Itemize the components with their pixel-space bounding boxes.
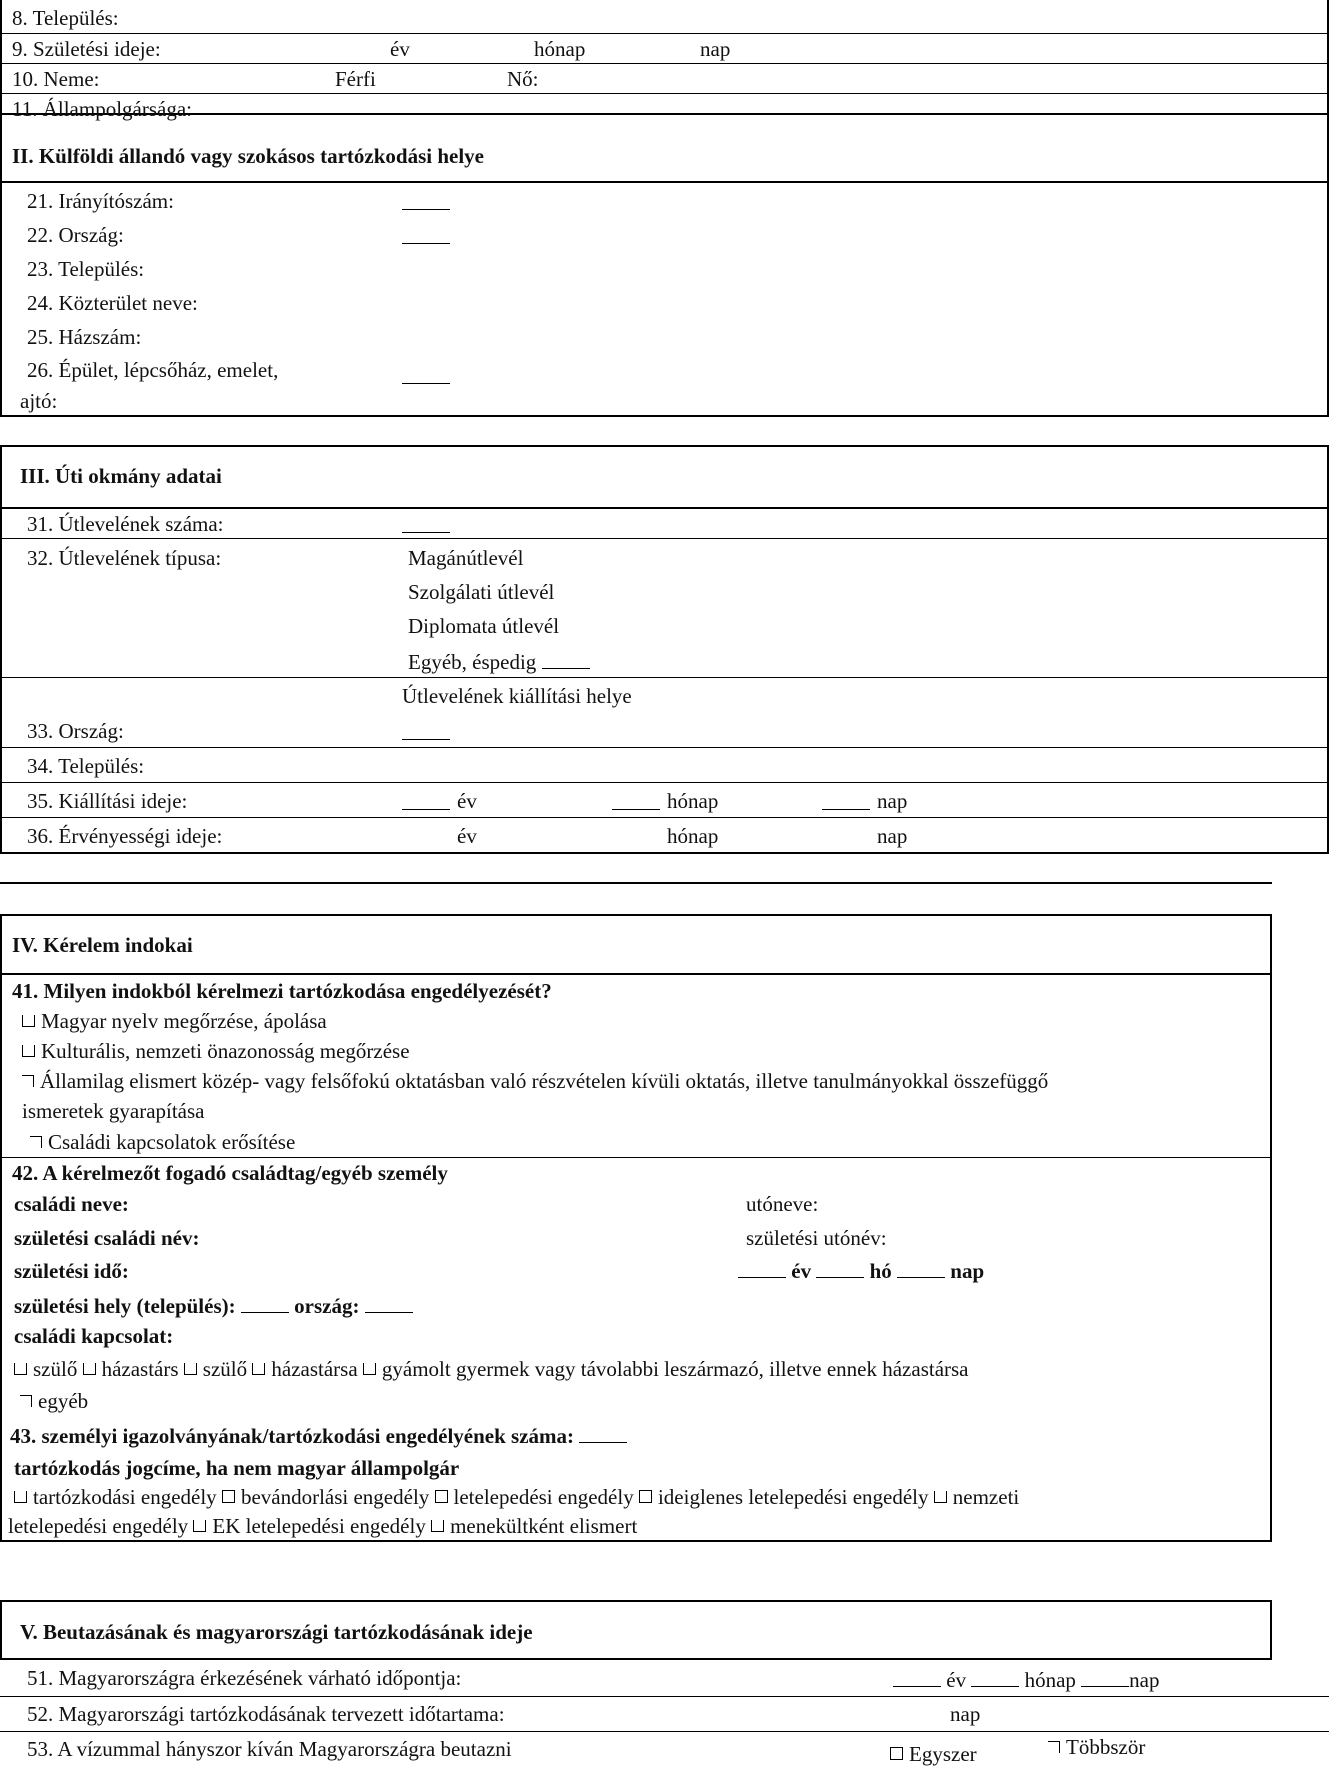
field-neme: 10. Neme: <box>12 67 100 91</box>
field-orszag-3: 33. Ország: <box>27 719 124 743</box>
option-letelepedesi: letelepedési engedély <box>453 1485 634 1509</box>
place-header: Útlevelének kiállítási helye <box>402 684 632 708</box>
relation-options <box>14 1359 969 1380</box>
option-tartozkodasi: tartózkodási engedély <box>33 1485 217 1509</box>
birth-place-row <box>14 1294 413 1317</box>
label-honap: hónap <box>1024 1668 1076 1692</box>
label-ev: év <box>390 37 410 61</box>
row-divider <box>0 63 1329 64</box>
input-ho[interactable] <box>816 1259 864 1278</box>
field-telepules-3: 34. Település: <box>27 754 145 778</box>
option-csaladi[interactable] <box>30 1132 295 1153</box>
label-nap: nap <box>877 789 908 813</box>
label-szuletesi-ido: születési idő: <box>14 1259 129 1283</box>
checkbox-icon[interactable] <box>252 1363 265 1375</box>
section-1-box <box>0 0 1329 115</box>
label-szuletesi-utonev: születési utónév: <box>746 1226 887 1250</box>
label-csaladi-neve: családi neve: <box>14 1192 129 1216</box>
input-nap[interactable] <box>897 1259 945 1278</box>
option-magyar-nyelv[interactable] <box>22 1011 327 1032</box>
arrival-date-fields <box>893 1668 1159 1691</box>
question-41: 41. Milyen indokból kérelmezi tartózkodása engedélyezését? <box>12 979 552 1003</box>
option-ideiglenes: ideiglenes letelepedési engedély <box>657 1485 929 1509</box>
row-divider <box>0 33 1329 34</box>
checkbox-icon[interactable] <box>435 1490 448 1503</box>
option-egyeb-label: Egyéb, éspedig <box>408 650 537 674</box>
option-diplomata[interactable]: Diplomata útlevél <box>408 614 560 638</box>
label-ev: év <box>946 1668 967 1692</box>
label-ev: év <box>457 824 477 848</box>
label-jogcim: tartózkodás jogcíme, ha nem magyar állampolgár <box>14 1456 460 1480</box>
checkbox-icon[interactable] <box>184 1363 197 1375</box>
checkbox-icon[interactable] <box>83 1363 96 1375</box>
field-utlevel-szama: 31. Útlevelének száma: <box>27 512 224 536</box>
option-label: Kulturális, nemzeti önazonosság megőrzése <box>41 1039 410 1063</box>
section-5-title: V. Beutazásának és magyarországi tartózkodásának ideje <box>20 1620 533 1644</box>
option-ferfi[interactable]: Férfi <box>335 67 376 91</box>
option-gyamolt: gyámolt gyermek vagy távolabbi leszármazó, illetve ennek házastársa <box>381 1357 969 1381</box>
label-ho: hó <box>869 1259 892 1283</box>
input-iranyitoszam[interactable] <box>402 191 450 214</box>
checkbox-icon <box>22 1075 34 1087</box>
question-42: 42. A kérelmezőt fogadó családtag/egyéb személy <box>12 1161 448 1185</box>
checkbox-icon[interactable] <box>222 1490 235 1503</box>
checkbox-icon[interactable] <box>934 1491 947 1503</box>
question-43: 43. személyi igazolványának/tartózkodási engedélyének száma: <box>10 1424 575 1448</box>
question-43-row <box>10 1424 627 1447</box>
label-orszag: ország: <box>294 1294 360 1318</box>
option-ek: EK letelepedési engedély <box>212 1514 426 1538</box>
checkbox-icon <box>20 1395 32 1407</box>
option-hazastars: házastárs <box>101 1357 179 1381</box>
option-szulo-2: szülő <box>202 1357 248 1381</box>
row-divider <box>0 1696 1329 1697</box>
input-orszag[interactable] <box>365 1294 413 1313</box>
checkbox-icon[interactable] <box>363 1363 376 1375</box>
field-utlevel-tipusa: 32. Útlevelének típusa: <box>27 546 222 570</box>
input-kiallitas-honap[interactable] <box>612 791 660 814</box>
input-utlevel-szama[interactable] <box>402 514 450 537</box>
field-telepules: 8. Település: <box>12 6 119 30</box>
row-divider <box>0 747 1329 748</box>
input-orszag[interactable] <box>402 225 450 248</box>
birth-date-fields <box>738 1259 984 1282</box>
checkbox-icon <box>890 1747 903 1760</box>
label-szuletesi-hely: születési hely (település): <box>14 1294 236 1318</box>
input-epulet[interactable] <box>402 365 450 388</box>
jogcim-options <box>14 1487 1019 1508</box>
field-szuletesi-ideje: 9. Születési ideje: <box>12 37 161 61</box>
checkbox-icon <box>22 1045 35 1057</box>
row-divider <box>0 1157 1272 1158</box>
option-label: Egyszer <box>909 1742 977 1766</box>
input-egyeb[interactable] <box>542 650 590 669</box>
section-2-title: II. Külföldi állandó vagy szokásos tartózkodási helye <box>12 144 484 168</box>
field-iranyitoszam: 21. Irányítószám: <box>27 189 174 213</box>
field-erkezes: 51. Magyarországra érkezésének várható időpontja: <box>27 1666 462 1690</box>
checkbox-icon[interactable] <box>639 1490 652 1503</box>
section-4-title: IV. Kérelem indokai <box>12 933 193 957</box>
field-kiallitasi-ideje: 35. Kiállítási ideje: <box>27 789 188 813</box>
checkbox-icon[interactable] <box>14 1363 27 1375</box>
input-igazolvany-szama[interactable] <box>579 1424 627 1443</box>
input-ev[interactable] <box>893 1668 941 1687</box>
input-kiallitas-nap[interactable] <box>822 791 870 814</box>
label-honap: hónap <box>667 789 719 813</box>
checkbox-icon <box>1048 1741 1060 1753</box>
option-egyeb-rel[interactable] <box>20 1391 88 1412</box>
row-divider <box>0 538 1329 539</box>
field-kozterulet: 24. Közterület neve: <box>27 291 198 315</box>
label-nap: nap <box>1129 1668 1160 1692</box>
option-no[interactable]: Nő: <box>507 67 539 91</box>
row-divider <box>0 93 1329 94</box>
option-bevandorlasi: bevándorlási engedély <box>240 1485 430 1509</box>
field-epulet: 26. Épület, lépcsőház, emelet, <box>27 358 279 382</box>
option-label: Magyar nyelv megőrzése, ápolása <box>41 1009 327 1033</box>
label-csaladi-kapcsolat: családi kapcsolat: <box>14 1324 174 1348</box>
label-ev: év <box>457 789 477 813</box>
field-telepules-2: 23. Település: <box>27 257 145 281</box>
label-nap: nap <box>950 1259 985 1283</box>
checkbox-icon[interactable] <box>14 1491 27 1503</box>
option-nemzeti: nemzeti <box>952 1485 1020 1509</box>
option-maganutlevel[interactable]: Magánútlevél <box>408 546 524 570</box>
row-divider <box>0 782 1329 783</box>
field-idotartam: 52. Magyarországi tartózkodásának tervezett időtartama: <box>27 1702 505 1726</box>
option-menekult: menekültként elismert <box>450 1514 638 1538</box>
row-divider <box>0 817 1329 818</box>
jogcim-options-2 <box>8 1516 637 1537</box>
option-oktatas-cont: ismeretek gyarapítása <box>22 1099 205 1123</box>
option-label: Államilag elismert közép- vagy felsőfokú oktatásban való részvételen kívüli oktatás, illetve tanulmányokkal összefüggő <box>40 1069 1049 1093</box>
option-hazastarsa: házastársa <box>271 1357 358 1381</box>
input-nap[interactable] <box>1081 1668 1129 1687</box>
field-allampolgarsag: 11. Állampolgársága: <box>12 97 193 121</box>
separator-line <box>0 882 1272 884</box>
section-3-title: III. Úti okmány adatai <box>20 464 222 488</box>
option-kulturalis[interactable] <box>22 1041 410 1062</box>
checkbox-icon <box>22 1015 35 1027</box>
option-egyszer[interactable] <box>890 1744 977 1765</box>
option-egyeb[interactable] <box>408 650 590 673</box>
checkbox-icon[interactable] <box>431 1520 444 1532</box>
row-divider <box>0 677 1329 678</box>
label-honap: hónap <box>534 37 586 61</box>
input-orszag-3[interactable] <box>402 721 450 744</box>
option-nemzeti-cont: letelepedési engedély <box>8 1514 189 1538</box>
checkbox-icon <box>30 1136 42 1148</box>
option-label: Családi kapcsolatok erősítése <box>48 1130 296 1154</box>
field-beutazas: 53. A vízummal hányszor kíván Magyarországra beutazni <box>27 1737 512 1761</box>
field-ervenyessegi-ideje: 36. Érvényességi ideje: <box>27 824 223 848</box>
label-nap: nap <box>700 37 731 61</box>
input-kiallitas-ev[interactable] <box>402 791 450 814</box>
section-3-header-divider <box>0 507 1329 509</box>
label-utoneve: utóneve: <box>746 1192 819 1216</box>
option-label: Többször <box>1066 1735 1146 1759</box>
input-szuletesi-hely[interactable] <box>241 1294 289 1313</box>
label-szuletesi-csaladi-nev: születési családi név: <box>14 1226 200 1250</box>
input-ev[interactable] <box>738 1259 786 1278</box>
checkbox-icon[interactable] <box>193 1520 206 1532</box>
option-szolgalati[interactable]: Szolgálati útlevél <box>408 580 555 604</box>
field-hazszam: 25. Házszám: <box>27 325 142 349</box>
field-orszag: 22. Ország: <box>27 223 124 247</box>
section-2-header-divider <box>0 181 1329 183</box>
label-nap: nap <box>950 1702 981 1726</box>
label-nap: nap <box>877 824 908 848</box>
option-tobbszor[interactable] <box>1048 1737 1145 1758</box>
option-oktatas[interactable] <box>22 1071 1048 1092</box>
label-ev: év <box>791 1259 812 1283</box>
option-szulo: szülő <box>33 1357 78 1381</box>
section-4-header-divider <box>0 973 1272 975</box>
row-divider <box>0 1731 1329 1732</box>
option-label: egyéb <box>38 1389 89 1413</box>
input-honap[interactable] <box>971 1668 1019 1687</box>
field-ajto: ajtó: <box>20 389 58 413</box>
label-honap: hónap <box>667 824 719 848</box>
